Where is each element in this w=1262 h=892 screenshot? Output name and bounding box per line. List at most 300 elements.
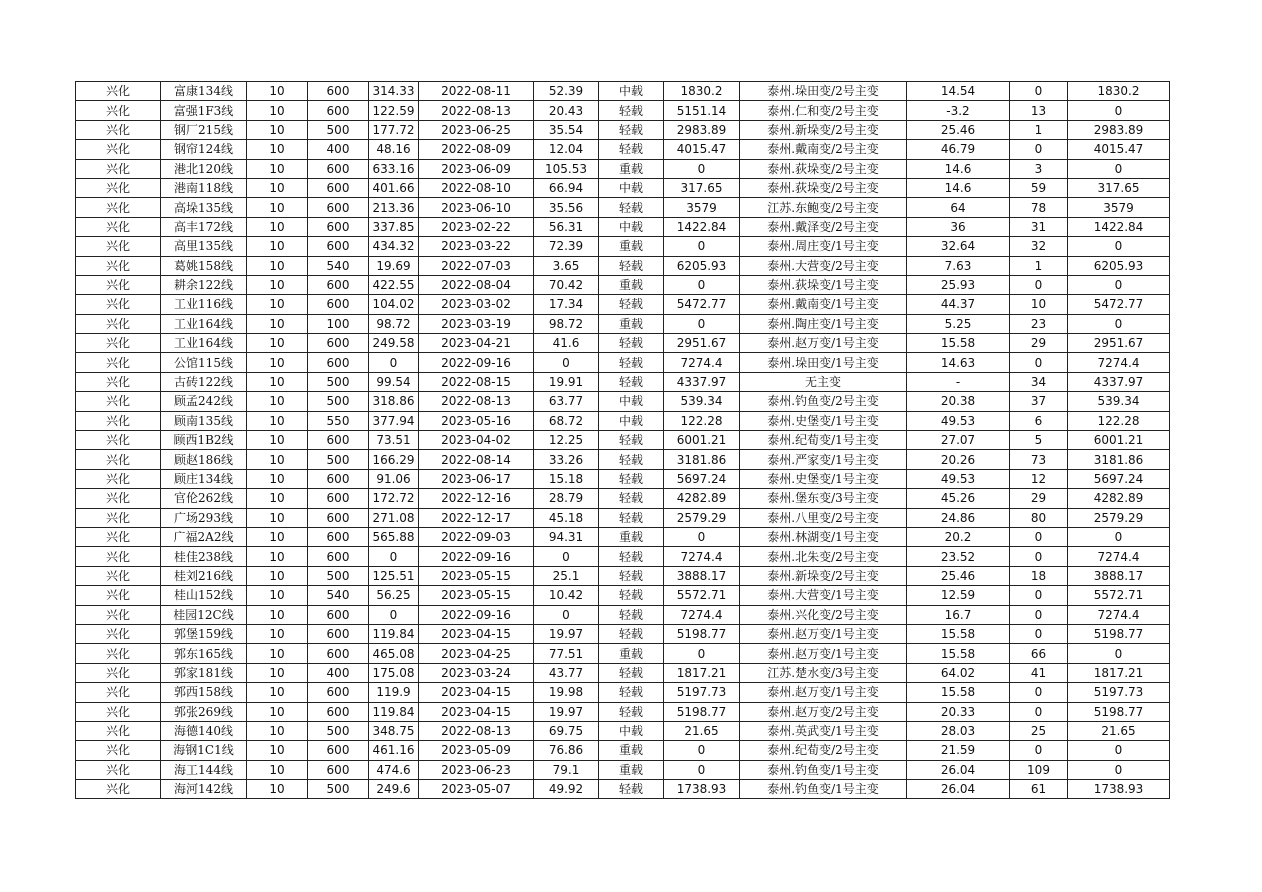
table-cell: 600 <box>308 741 369 760</box>
table-cell: 7274.4 <box>664 547 740 566</box>
table-row <box>76 586 1170 605</box>
table-cell: 10 <box>247 644 308 663</box>
table-cell: 2023-04-15 <box>419 624 534 643</box>
table-cell: 10 <box>247 566 308 585</box>
table-cell: 5697.24 <box>664 469 740 488</box>
table-cell: 泰州.陶庄变/1号主变 <box>740 314 907 333</box>
table-cell: 600 <box>308 431 369 450</box>
table-cell: 富强1F3线 <box>161 101 247 120</box>
table-cell: 600 <box>308 683 369 702</box>
table-cell: 0 <box>1068 760 1170 779</box>
table-cell: 2023-04-02 <box>419 431 534 450</box>
table-cell: 24.86 <box>907 508 1010 527</box>
table-cell: 43.77 <box>534 663 599 682</box>
table-cell: 17.34 <box>534 295 599 314</box>
table-cell: 14.63 <box>907 353 1010 372</box>
table-row <box>76 314 1170 333</box>
table-cell: 10 <box>247 159 308 178</box>
table-cell: 21.65 <box>1068 721 1170 740</box>
table-cell: 4337.97 <box>1068 372 1170 391</box>
table-cell: 轻载 <box>599 372 664 391</box>
table-row <box>76 256 1170 275</box>
table-cell: 10 <box>247 256 308 275</box>
table-cell: 2983.89 <box>1068 120 1170 139</box>
table-cell: 2023-04-21 <box>419 334 534 353</box>
table-cell: 26.04 <box>907 780 1010 799</box>
table-cell: 98.72 <box>369 314 419 333</box>
table-cell: 14.54 <box>907 82 1010 101</box>
table-cell: 官伦262线 <box>161 489 247 508</box>
table-cell: 25.46 <box>907 120 1010 139</box>
table-cell: 6001.21 <box>664 431 740 450</box>
table-cell: 15.58 <box>907 644 1010 663</box>
table-cell: 10 <box>247 527 308 546</box>
table-cell: 48.16 <box>369 140 419 159</box>
table-cell: 5.25 <box>907 314 1010 333</box>
table-cell: 泰州.垛田变/1号主变 <box>740 353 907 372</box>
table-cell: 5 <box>1010 431 1068 450</box>
table-cell: 兴化 <box>76 314 161 333</box>
table-cell: 29 <box>1010 489 1068 508</box>
table-cell: 600 <box>308 178 369 197</box>
table-cell: 600 <box>308 760 369 779</box>
table-cell: 25.1 <box>534 566 599 585</box>
table-cell: 0 <box>534 353 599 372</box>
data-table <box>75 81 1170 799</box>
table-cell: 29 <box>1010 334 1068 353</box>
table-row <box>76 644 1170 663</box>
table-row <box>76 683 1170 702</box>
table-cell: 兴化 <box>76 450 161 469</box>
table-cell: 348.75 <box>369 721 419 740</box>
table-cell: 10 <box>247 624 308 643</box>
table-cell: 23 <box>1010 314 1068 333</box>
table-cell: 600 <box>308 624 369 643</box>
table-cell: -3.2 <box>907 101 1010 120</box>
table-cell: 26.04 <box>907 760 1010 779</box>
table-cell: 0 <box>664 237 740 256</box>
table-row <box>76 120 1170 139</box>
table-cell: 72.39 <box>534 237 599 256</box>
table-cell: 317.65 <box>1068 178 1170 197</box>
table-cell: 19.97 <box>534 624 599 643</box>
table-cell: 41.6 <box>534 334 599 353</box>
table-cell: 500 <box>308 372 369 391</box>
table-cell: 重载 <box>599 275 664 294</box>
table-row <box>76 353 1170 372</box>
table-cell: 66 <box>1010 644 1068 663</box>
table-cell: 45.26 <box>907 489 1010 508</box>
table-cell: 104.02 <box>369 295 419 314</box>
table-cell: 2023-05-15 <box>419 566 534 585</box>
table-cell: 2022-08-11 <box>419 82 534 101</box>
table-cell: 465.08 <box>369 644 419 663</box>
table-row <box>76 547 1170 566</box>
table-cell: 31 <box>1010 217 1068 236</box>
table-cell: 0 <box>664 741 740 760</box>
table-cell: 兴化 <box>76 256 161 275</box>
table-cell: 70.42 <box>534 275 599 294</box>
table-cell: 249.6 <box>369 780 419 799</box>
table-cell: 41 <box>1010 663 1068 682</box>
table-cell: 轻载 <box>599 663 664 682</box>
table-cell: 1830.2 <box>664 82 740 101</box>
table-cell: 422.55 <box>369 275 419 294</box>
table-cell: 2579.29 <box>1068 508 1170 527</box>
table-cell: 400 <box>308 140 369 159</box>
table-cell: 36 <box>907 217 1010 236</box>
table-cell: 葛姚158线 <box>161 256 247 275</box>
table-row <box>76 198 1170 217</box>
table-cell: 3.65 <box>534 256 599 275</box>
table-cell: 江苏.楚水变/3号主变 <box>740 663 907 682</box>
table-cell: 10 <box>247 217 308 236</box>
table-cell: 兴化 <box>76 334 161 353</box>
table-cell: 2983.89 <box>664 120 740 139</box>
table-cell: 桂园12C线 <box>161 605 247 624</box>
table-cell: 119.9 <box>369 683 419 702</box>
table-cell: 轻载 <box>599 334 664 353</box>
table-cell: 10 <box>247 489 308 508</box>
table-cell: 中载 <box>599 721 664 740</box>
table-cell: 28.03 <box>907 721 1010 740</box>
table-cell: 28.79 <box>534 489 599 508</box>
table-cell: 泰州.纪荀变/2号主变 <box>740 741 907 760</box>
table-cell: 2023-03-24 <box>419 663 534 682</box>
table-cell: 2951.67 <box>1068 334 1170 353</box>
table-cell: 2022-08-04 <box>419 275 534 294</box>
table-cell: 中载 <box>599 178 664 197</box>
table-cell: 海德140线 <box>161 721 247 740</box>
table-cell: 33.26 <box>534 450 599 469</box>
table-cell: 20.38 <box>907 392 1010 411</box>
table-cell: 0 <box>369 353 419 372</box>
table-cell: 0 <box>664 644 740 663</box>
table-cell: 0 <box>1068 237 1170 256</box>
table-cell: 10 <box>247 275 308 294</box>
table-cell: 泰州.赵万变/1号主变 <box>740 683 907 702</box>
table-cell: 兴化 <box>76 140 161 159</box>
table-cell: 3181.86 <box>664 450 740 469</box>
table-cell: 2023-03-19 <box>419 314 534 333</box>
table-cell: 61 <box>1010 780 1068 799</box>
table-cell: 泰州.赵万变/2号主变 <box>740 702 907 721</box>
table-cell: 2022-08-15 <box>419 372 534 391</box>
table-cell: 0 <box>1010 683 1068 702</box>
table-cell: 泰州.仁和变/2号主变 <box>740 101 907 120</box>
table-cell: 工业116线 <box>161 295 247 314</box>
table-cell: 轻载 <box>599 702 664 721</box>
table-cell: 119.84 <box>369 702 419 721</box>
table-cell: 500 <box>308 566 369 585</box>
table-cell: 600 <box>308 353 369 372</box>
table-cell: 轻载 <box>599 780 664 799</box>
table-cell: 泰州.严家变/1号主变 <box>740 450 907 469</box>
table-cell: 0 <box>1010 586 1068 605</box>
table-cell: 10 <box>247 198 308 217</box>
table-cell: 34 <box>1010 372 1068 391</box>
table-cell: 高丰172线 <box>161 217 247 236</box>
table-cell: 中载 <box>599 217 664 236</box>
table-cell: 10 <box>247 508 308 527</box>
table-cell: 540 <box>308 256 369 275</box>
table-cell: 600 <box>308 547 369 566</box>
table-cell: 郭堡159线 <box>161 624 247 643</box>
table-cell: 7274.4 <box>664 353 740 372</box>
table-cell: 2022-09-16 <box>419 547 534 566</box>
table-cell: 3 <box>1010 159 1068 178</box>
table-cell: 600 <box>308 275 369 294</box>
table-cell: 10 <box>247 760 308 779</box>
table-cell: 5198.77 <box>664 624 740 643</box>
table-cell: 中载 <box>599 82 664 101</box>
table-cell: 15.58 <box>907 683 1010 702</box>
table-row <box>76 702 1170 721</box>
table-cell: 轻载 <box>599 353 664 372</box>
table-cell: 泰州.周庄变/1号主变 <box>740 237 907 256</box>
table-cell: 15.58 <box>907 624 1010 643</box>
table-cell: 兴化 <box>76 353 161 372</box>
table-cell: 401.66 <box>369 178 419 197</box>
table-cell: 400 <box>308 663 369 682</box>
table-cell: 550 <box>308 411 369 430</box>
table-cell: 兴化 <box>76 566 161 585</box>
table-cell: 兴化 <box>76 295 161 314</box>
table-cell: 兴化 <box>76 411 161 430</box>
table-cell: 2023-05-15 <box>419 586 534 605</box>
table-cell: 6205.93 <box>1068 256 1170 275</box>
table-cell: 4282.89 <box>664 489 740 508</box>
table-cell: 0 <box>1010 741 1068 760</box>
table-cell: 0 <box>664 159 740 178</box>
table-row <box>76 372 1170 391</box>
table-cell: 2579.29 <box>664 508 740 527</box>
table-cell: 桂山152线 <box>161 586 247 605</box>
table-cell: 10 <box>1010 295 1068 314</box>
table-cell: 泰州.荻垛变/1号主变 <box>740 275 907 294</box>
table-cell: 顾庄134线 <box>161 469 247 488</box>
table-cell: 10 <box>247 372 308 391</box>
table-cell: 桂佳238线 <box>161 547 247 566</box>
table-cell: 泰州.堡东变/3号主变 <box>740 489 907 508</box>
table-cell: 0 <box>1010 527 1068 546</box>
table-cell: 5472.77 <box>1068 295 1170 314</box>
table-cell: 77.51 <box>534 644 599 663</box>
table-row <box>76 527 1170 546</box>
table-row <box>76 489 1170 508</box>
table-cell: 7274.4 <box>1068 547 1170 566</box>
table-cell: 21.65 <box>664 721 740 740</box>
table-cell: 轻载 <box>599 450 664 469</box>
table-row <box>76 431 1170 450</box>
table-cell: 12.25 <box>534 431 599 450</box>
table-cell: 兴化 <box>76 741 161 760</box>
table-cell: 耕余122线 <box>161 275 247 294</box>
table-cell: 海钢1C1线 <box>161 741 247 760</box>
table-cell: 318.86 <box>369 392 419 411</box>
table-cell: 泰州.荻垛变/2号主变 <box>740 159 907 178</box>
table-cell: 20.33 <box>907 702 1010 721</box>
table-cell: 10 <box>247 721 308 740</box>
table-cell: 600 <box>308 644 369 663</box>
table-cell: 1 <box>1010 120 1068 139</box>
table-cell: 125.51 <box>369 566 419 585</box>
table-cell: 2022-12-17 <box>419 508 534 527</box>
table-cell: 泰州.兴化变/2号主变 <box>740 605 907 624</box>
table-cell: 10 <box>247 237 308 256</box>
table-cell: 7274.4 <box>1068 605 1170 624</box>
table-cell: 109 <box>1010 760 1068 779</box>
table-cell: 轻载 <box>599 508 664 527</box>
table-cell: 600 <box>308 702 369 721</box>
table-cell: 177.72 <box>369 120 419 139</box>
table-cell: 15.58 <box>907 334 1010 353</box>
table-cell: 兴化 <box>76 508 161 527</box>
table-cell: 10 <box>247 605 308 624</box>
table-cell: 14.6 <box>907 178 1010 197</box>
table-cell: 兴化 <box>76 198 161 217</box>
table-cell: 474.6 <box>369 760 419 779</box>
table-cell: 10 <box>247 547 308 566</box>
table-cell: 7.63 <box>907 256 1010 275</box>
table-cell: 1817.21 <box>664 663 740 682</box>
table-cell: 19.97 <box>534 702 599 721</box>
table-cell: 633.16 <box>369 159 419 178</box>
table-cell: 2022-08-13 <box>419 392 534 411</box>
table-cell: 32 <box>1010 237 1068 256</box>
table-cell: 10 <box>247 586 308 605</box>
table-cell: 重载 <box>599 314 664 333</box>
table-cell: 泰州.史堡变/1号主变 <box>740 469 907 488</box>
table-cell: 泰州.北朱变/2号主变 <box>740 547 907 566</box>
table-cell: 轻载 <box>599 469 664 488</box>
table-cell: 0 <box>1010 140 1068 159</box>
table-cell: 10 <box>247 178 308 197</box>
table-cell: 兴化 <box>76 101 161 120</box>
table-cell: 122.28 <box>664 411 740 430</box>
table-cell: 10 <box>247 120 308 139</box>
table-cell: 20.26 <box>907 450 1010 469</box>
table-cell: 海河142线 <box>161 780 247 799</box>
table-cell: 泰州.垛田变/2号主变 <box>740 82 907 101</box>
table-cell: 泰州.戴南变/1号主变 <box>740 295 907 314</box>
table-cell: 2023-05-07 <box>419 780 534 799</box>
table-cell: 轻载 <box>599 624 664 643</box>
table-cell: 轻载 <box>599 605 664 624</box>
table-cell: 600 <box>308 489 369 508</box>
table-cell: 重载 <box>599 159 664 178</box>
table-cell: 1738.93 <box>1068 780 1170 799</box>
table-cell: 105.53 <box>534 159 599 178</box>
table-cell: 119.84 <box>369 624 419 643</box>
table-cell: 6205.93 <box>664 256 740 275</box>
table-cell: 兴化 <box>76 82 161 101</box>
table-cell: 7274.4 <box>1068 353 1170 372</box>
table-cell: 0 <box>1068 159 1170 178</box>
table-cell: 中载 <box>599 392 664 411</box>
table-cell: 27.07 <box>907 431 1010 450</box>
table-cell: 轻载 <box>599 120 664 139</box>
table-cell: 0 <box>1010 624 1068 643</box>
table-cell: 1422.84 <box>1068 217 1170 236</box>
table-cell: 25.93 <box>907 275 1010 294</box>
table-cell: 600 <box>308 508 369 527</box>
table-cell: 港北120线 <box>161 159 247 178</box>
table-cell: 69.75 <box>534 721 599 740</box>
table-cell: 顾西1B2线 <box>161 431 247 450</box>
table-row <box>76 663 1170 682</box>
table-cell: 16.7 <box>907 605 1010 624</box>
table-row <box>76 566 1170 585</box>
table-cell: 2023-02-22 <box>419 217 534 236</box>
table-cell: 12.59 <box>907 586 1010 605</box>
table-row <box>76 334 1170 353</box>
table-cell: 434.32 <box>369 237 419 256</box>
table-cell: 5697.24 <box>1068 469 1170 488</box>
table-cell: 轻载 <box>599 256 664 275</box>
table-cell: 轻载 <box>599 198 664 217</box>
table-cell: 500 <box>308 392 369 411</box>
table-cell: 兴化 <box>76 372 161 391</box>
table-cell: 12.04 <box>534 140 599 159</box>
table-cell: 122.59 <box>369 101 419 120</box>
table-cell: 兴化 <box>76 431 161 450</box>
table-cell: 重载 <box>599 644 664 663</box>
table-cell: 工业164线 <box>161 334 247 353</box>
table-cell: 10 <box>247 140 308 159</box>
table-cell: 0 <box>1068 101 1170 120</box>
table-row <box>76 101 1170 120</box>
table-cell: 64.02 <box>907 663 1010 682</box>
table-cell: 0 <box>1010 702 1068 721</box>
table-cell: 1 <box>1010 256 1068 275</box>
table-cell: 500 <box>308 120 369 139</box>
table-cell: 600 <box>308 605 369 624</box>
table-cell: 兴化 <box>76 217 161 236</box>
table-cell: 兴化 <box>76 644 161 663</box>
table-cell: 25.46 <box>907 566 1010 585</box>
table-cell: 泰州.大营变/2号主变 <box>740 256 907 275</box>
table-cell: 2023-04-15 <box>419 702 534 721</box>
table-cell: 兴化 <box>76 586 161 605</box>
table-cell: 兴化 <box>76 663 161 682</box>
table-cell: 泰州.赵万变/1号主变 <box>740 624 907 643</box>
table-cell: 3579 <box>1068 198 1170 217</box>
table-cell: 600 <box>308 159 369 178</box>
table-cell: - <box>907 372 1010 391</box>
table-cell: 10 <box>247 780 308 799</box>
table-cell: 23.52 <box>907 547 1010 566</box>
table-cell: 21.59 <box>907 741 1010 760</box>
table-cell: 15.18 <box>534 469 599 488</box>
table-cell: 337.85 <box>369 217 419 236</box>
table-cell: 0 <box>664 527 740 546</box>
table-cell: 兴化 <box>76 683 161 702</box>
table-cell: 郭东165线 <box>161 644 247 663</box>
table-cell: 10 <box>247 411 308 430</box>
table-cell: 1738.93 <box>664 780 740 799</box>
table-cell: 44.37 <box>907 295 1010 314</box>
table-cell: 2023-05-16 <box>419 411 534 430</box>
table-cell: 10 <box>247 450 308 469</box>
table-cell: 兴化 <box>76 547 161 566</box>
table-cell: 2023-06-17 <box>419 469 534 488</box>
table-cell: 古砖122线 <box>161 372 247 391</box>
table-row <box>76 450 1170 469</box>
table-cell: 重载 <box>599 741 664 760</box>
table-cell: 海工144线 <box>161 760 247 779</box>
table-cell: 91.06 <box>369 469 419 488</box>
